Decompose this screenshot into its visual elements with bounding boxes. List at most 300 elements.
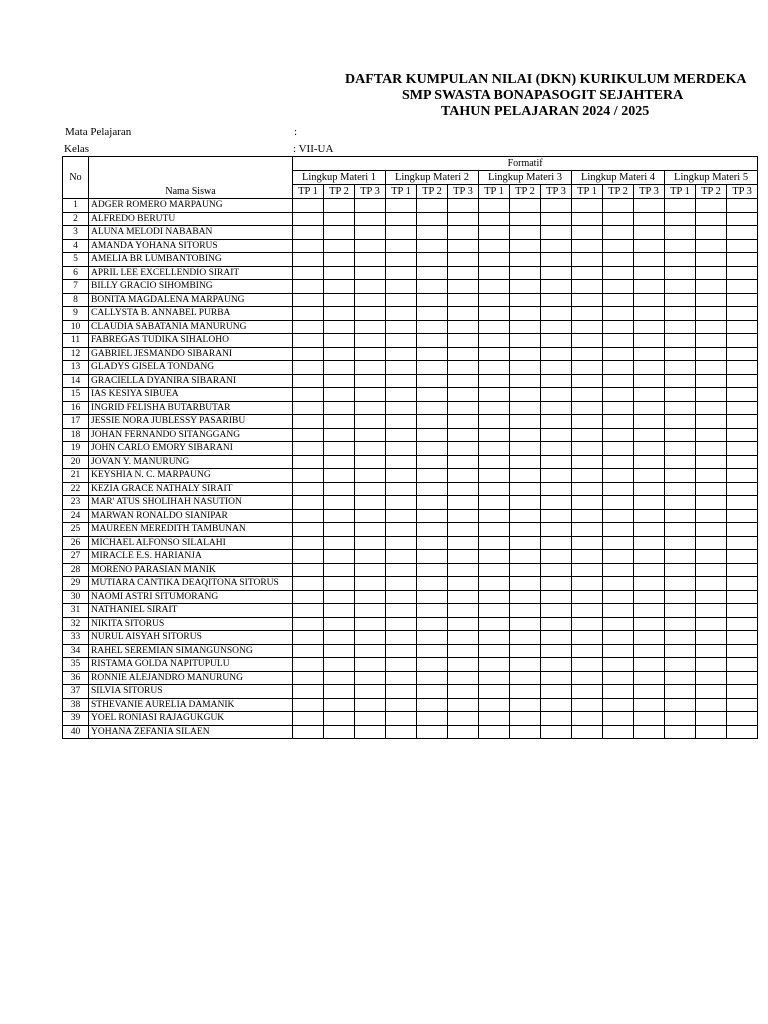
grade-cell[interactable] bbox=[479, 536, 510, 550]
grade-cell[interactable] bbox=[417, 671, 448, 685]
grade-cell[interactable] bbox=[696, 374, 727, 388]
grade-cell[interactable] bbox=[448, 685, 479, 699]
grade-cell[interactable] bbox=[293, 307, 324, 321]
grade-cell[interactable] bbox=[479, 266, 510, 280]
grade-cell[interactable] bbox=[324, 442, 355, 456]
grade-cell[interactable] bbox=[572, 266, 603, 280]
grade-cell[interactable] bbox=[727, 455, 758, 469]
grade-cell[interactable] bbox=[479, 698, 510, 712]
grade-cell[interactable] bbox=[386, 563, 417, 577]
grade-cell[interactable] bbox=[634, 361, 665, 375]
grade-cell[interactable] bbox=[634, 266, 665, 280]
grade-cell[interactable] bbox=[665, 509, 696, 523]
grade-cell[interactable] bbox=[665, 374, 696, 388]
grade-cell[interactable] bbox=[541, 617, 572, 631]
grade-cell[interactable] bbox=[572, 725, 603, 739]
grade-cell[interactable] bbox=[386, 644, 417, 658]
grade-cell[interactable] bbox=[603, 712, 634, 726]
grade-cell[interactable] bbox=[665, 401, 696, 415]
grade-cell[interactable] bbox=[727, 320, 758, 334]
grade-cell[interactable] bbox=[541, 293, 572, 307]
grade-cell[interactable] bbox=[696, 388, 727, 402]
grade-cell[interactable] bbox=[355, 469, 386, 483]
grade-cell[interactable] bbox=[479, 469, 510, 483]
grade-cell[interactable] bbox=[665, 469, 696, 483]
grade-cell[interactable] bbox=[355, 361, 386, 375]
grade-cell[interactable] bbox=[510, 469, 541, 483]
grade-cell[interactable] bbox=[355, 604, 386, 618]
grade-cell[interactable] bbox=[355, 577, 386, 591]
grade-cell[interactable] bbox=[293, 631, 324, 645]
grade-cell[interactable] bbox=[448, 239, 479, 253]
grade-cell[interactable] bbox=[293, 361, 324, 375]
grade-cell[interactable] bbox=[324, 293, 355, 307]
grade-cell[interactable] bbox=[479, 239, 510, 253]
grade-cell[interactable] bbox=[634, 536, 665, 550]
grade-cell[interactable] bbox=[727, 428, 758, 442]
grade-cell[interactable] bbox=[386, 469, 417, 483]
grade-cell[interactable] bbox=[386, 577, 417, 591]
grade-cell[interactable] bbox=[510, 415, 541, 429]
grade-cell[interactable] bbox=[293, 644, 324, 658]
grade-cell[interactable] bbox=[541, 442, 572, 456]
grade-cell[interactable] bbox=[603, 455, 634, 469]
grade-cell[interactable] bbox=[541, 374, 572, 388]
grade-cell[interactable] bbox=[665, 550, 696, 564]
grade-cell[interactable] bbox=[324, 239, 355, 253]
grade-cell[interactable] bbox=[448, 577, 479, 591]
grade-cell[interactable] bbox=[727, 671, 758, 685]
grade-cell[interactable] bbox=[541, 334, 572, 348]
grade-cell[interactable] bbox=[293, 658, 324, 672]
grade-cell[interactable] bbox=[324, 685, 355, 699]
grade-cell[interactable] bbox=[293, 590, 324, 604]
grade-cell[interactable] bbox=[324, 509, 355, 523]
grade-cell[interactable] bbox=[634, 550, 665, 564]
grade-cell[interactable] bbox=[603, 293, 634, 307]
grade-cell[interactable] bbox=[386, 455, 417, 469]
grade-cell[interactable] bbox=[355, 212, 386, 226]
grade-cell[interactable] bbox=[572, 563, 603, 577]
grade-cell[interactable] bbox=[355, 388, 386, 402]
grade-cell[interactable] bbox=[293, 550, 324, 564]
grade-cell[interactable] bbox=[727, 725, 758, 739]
grade-cell[interactable] bbox=[479, 712, 510, 726]
grade-cell[interactable] bbox=[324, 604, 355, 618]
grade-cell[interactable] bbox=[386, 266, 417, 280]
grade-cell[interactable] bbox=[386, 320, 417, 334]
grade-cell[interactable] bbox=[634, 401, 665, 415]
grade-cell[interactable] bbox=[727, 401, 758, 415]
grade-cell[interactable] bbox=[634, 199, 665, 213]
grade-cell[interactable] bbox=[572, 428, 603, 442]
grade-cell[interactable] bbox=[603, 577, 634, 591]
grade-cell[interactable] bbox=[510, 401, 541, 415]
grade-cell[interactable] bbox=[417, 631, 448, 645]
grade-cell[interactable] bbox=[727, 469, 758, 483]
grade-cell[interactable] bbox=[386, 712, 417, 726]
grade-cell[interactable] bbox=[479, 307, 510, 321]
grade-cell[interactable] bbox=[355, 401, 386, 415]
grade-cell[interactable] bbox=[541, 604, 572, 618]
grade-cell[interactable] bbox=[696, 658, 727, 672]
grade-cell[interactable] bbox=[355, 347, 386, 361]
grade-cell[interactable] bbox=[510, 226, 541, 240]
grade-cell[interactable] bbox=[448, 307, 479, 321]
grade-cell[interactable] bbox=[324, 725, 355, 739]
grade-cell[interactable] bbox=[293, 617, 324, 631]
grade-cell[interactable] bbox=[634, 374, 665, 388]
grade-cell[interactable] bbox=[479, 401, 510, 415]
grade-cell[interactable] bbox=[510, 334, 541, 348]
grade-cell[interactable] bbox=[603, 644, 634, 658]
grade-cell[interactable] bbox=[293, 239, 324, 253]
grade-cell[interactable] bbox=[634, 725, 665, 739]
grade-cell[interactable] bbox=[510, 442, 541, 456]
grade-cell[interactable] bbox=[727, 631, 758, 645]
grade-cell[interactable] bbox=[727, 415, 758, 429]
grade-cell[interactable] bbox=[417, 320, 448, 334]
grade-cell[interactable] bbox=[541, 280, 572, 294]
grade-cell[interactable] bbox=[727, 523, 758, 537]
grade-cell[interactable] bbox=[448, 604, 479, 618]
grade-cell[interactable] bbox=[324, 658, 355, 672]
grade-cell[interactable] bbox=[696, 536, 727, 550]
grade-cell[interactable] bbox=[696, 496, 727, 510]
grade-cell[interactable] bbox=[293, 347, 324, 361]
grade-cell[interactable] bbox=[510, 307, 541, 321]
grade-cell[interactable] bbox=[572, 604, 603, 618]
grade-cell[interactable] bbox=[479, 685, 510, 699]
grade-cell[interactable] bbox=[417, 374, 448, 388]
grade-cell[interactable] bbox=[293, 685, 324, 699]
grade-cell[interactable] bbox=[541, 455, 572, 469]
grade-cell[interactable] bbox=[727, 550, 758, 564]
grade-cell[interactable] bbox=[479, 496, 510, 510]
grade-cell[interactable] bbox=[386, 239, 417, 253]
grade-cell[interactable] bbox=[572, 320, 603, 334]
grade-cell[interactable] bbox=[696, 320, 727, 334]
grade-cell[interactable] bbox=[634, 482, 665, 496]
grade-cell[interactable] bbox=[355, 442, 386, 456]
grade-cell[interactable] bbox=[448, 644, 479, 658]
grade-cell[interactable] bbox=[448, 590, 479, 604]
grade-cell[interactable] bbox=[293, 671, 324, 685]
grade-cell[interactable] bbox=[355, 523, 386, 537]
grade-cell[interactable] bbox=[727, 361, 758, 375]
grade-cell[interactable] bbox=[634, 496, 665, 510]
grade-cell[interactable] bbox=[417, 442, 448, 456]
grade-cell[interactable] bbox=[634, 347, 665, 361]
grade-cell[interactable] bbox=[355, 563, 386, 577]
grade-cell[interactable] bbox=[417, 577, 448, 591]
grade-cell[interactable] bbox=[448, 320, 479, 334]
grade-cell[interactable] bbox=[355, 658, 386, 672]
grade-cell[interactable] bbox=[417, 590, 448, 604]
grade-cell[interactable] bbox=[634, 415, 665, 429]
grade-cell[interactable] bbox=[417, 415, 448, 429]
grade-cell[interactable] bbox=[448, 698, 479, 712]
grade-cell[interactable] bbox=[324, 361, 355, 375]
grade-cell[interactable] bbox=[541, 671, 572, 685]
grade-cell[interactable] bbox=[479, 374, 510, 388]
grade-cell[interactable] bbox=[293, 266, 324, 280]
grade-cell[interactable] bbox=[417, 523, 448, 537]
grade-cell[interactable] bbox=[572, 712, 603, 726]
grade-cell[interactable] bbox=[696, 401, 727, 415]
grade-cell[interactable] bbox=[355, 455, 386, 469]
grade-cell[interactable] bbox=[696, 685, 727, 699]
grade-cell[interactable] bbox=[634, 280, 665, 294]
grade-cell[interactable] bbox=[386, 361, 417, 375]
grade-cell[interactable] bbox=[634, 307, 665, 321]
grade-cell[interactable] bbox=[448, 253, 479, 267]
grade-cell[interactable] bbox=[324, 590, 355, 604]
grade-cell[interactable] bbox=[448, 550, 479, 564]
grade-cell[interactable] bbox=[324, 226, 355, 240]
grade-cell[interactable] bbox=[665, 590, 696, 604]
grade-cell[interactable] bbox=[665, 712, 696, 726]
grade-cell[interactable] bbox=[541, 523, 572, 537]
grade-cell[interactable] bbox=[324, 415, 355, 429]
grade-cell[interactable] bbox=[541, 199, 572, 213]
grade-cell[interactable] bbox=[386, 347, 417, 361]
grade-cell[interactable] bbox=[293, 469, 324, 483]
grade-cell[interactable] bbox=[479, 644, 510, 658]
grade-cell[interactable] bbox=[665, 428, 696, 442]
grade-cell[interactable] bbox=[665, 266, 696, 280]
grade-cell[interactable] bbox=[386, 496, 417, 510]
grade-cell[interactable] bbox=[417, 199, 448, 213]
grade-cell[interactable] bbox=[448, 401, 479, 415]
grade-cell[interactable] bbox=[727, 388, 758, 402]
grade-cell[interactable] bbox=[572, 698, 603, 712]
grade-cell[interactable] bbox=[510, 253, 541, 267]
grade-cell[interactable] bbox=[665, 226, 696, 240]
grade-cell[interactable] bbox=[386, 212, 417, 226]
grade-cell[interactable] bbox=[603, 509, 634, 523]
grade-cell[interactable] bbox=[448, 374, 479, 388]
grade-cell[interactable] bbox=[324, 212, 355, 226]
grade-cell[interactable] bbox=[665, 482, 696, 496]
grade-cell[interactable] bbox=[355, 482, 386, 496]
grade-cell[interactable] bbox=[386, 523, 417, 537]
grade-cell[interactable] bbox=[665, 347, 696, 361]
grade-cell[interactable] bbox=[696, 442, 727, 456]
grade-cell[interactable] bbox=[293, 320, 324, 334]
grade-cell[interactable] bbox=[510, 712, 541, 726]
grade-cell[interactable] bbox=[417, 253, 448, 267]
grade-cell[interactable] bbox=[696, 266, 727, 280]
grade-cell[interactable] bbox=[293, 442, 324, 456]
grade-cell[interactable] bbox=[355, 428, 386, 442]
grade-cell[interactable] bbox=[324, 266, 355, 280]
grade-cell[interactable] bbox=[417, 293, 448, 307]
grade-cell[interactable] bbox=[603, 388, 634, 402]
grade-cell[interactable] bbox=[510, 374, 541, 388]
grade-cell[interactable] bbox=[293, 388, 324, 402]
grade-cell[interactable] bbox=[355, 536, 386, 550]
grade-cell[interactable] bbox=[417, 428, 448, 442]
grade-cell[interactable] bbox=[417, 685, 448, 699]
grade-cell[interactable] bbox=[510, 509, 541, 523]
grade-cell[interactable] bbox=[696, 334, 727, 348]
grade-cell[interactable] bbox=[665, 725, 696, 739]
grade-cell[interactable] bbox=[696, 280, 727, 294]
grade-cell[interactable] bbox=[634, 712, 665, 726]
grade-cell[interactable] bbox=[324, 644, 355, 658]
grade-cell[interactable] bbox=[665, 563, 696, 577]
grade-cell[interactable] bbox=[541, 469, 572, 483]
grade-cell[interactable] bbox=[293, 253, 324, 267]
grade-cell[interactable] bbox=[479, 280, 510, 294]
grade-cell[interactable] bbox=[479, 199, 510, 213]
grade-cell[interactable] bbox=[510, 428, 541, 442]
grade-cell[interactable] bbox=[696, 428, 727, 442]
grade-cell[interactable] bbox=[417, 212, 448, 226]
grade-cell[interactable] bbox=[572, 523, 603, 537]
grade-cell[interactable] bbox=[696, 523, 727, 537]
grade-cell[interactable] bbox=[572, 293, 603, 307]
grade-cell[interactable] bbox=[293, 293, 324, 307]
grade-cell[interactable] bbox=[479, 550, 510, 564]
grade-cell[interactable] bbox=[634, 617, 665, 631]
grade-cell[interactable] bbox=[727, 604, 758, 618]
grade-cell[interactable] bbox=[448, 266, 479, 280]
grade-cell[interactable] bbox=[293, 563, 324, 577]
grade-cell[interactable] bbox=[572, 442, 603, 456]
grade-cell[interactable] bbox=[448, 658, 479, 672]
grade-cell[interactable] bbox=[727, 496, 758, 510]
grade-cell[interactable] bbox=[634, 671, 665, 685]
grade-cell[interactable] bbox=[541, 212, 572, 226]
grade-cell[interactable] bbox=[417, 280, 448, 294]
grade-cell[interactable] bbox=[696, 469, 727, 483]
grade-cell[interactable] bbox=[634, 644, 665, 658]
grade-cell[interactable] bbox=[603, 496, 634, 510]
grade-cell[interactable] bbox=[355, 712, 386, 726]
grade-cell[interactable] bbox=[510, 388, 541, 402]
grade-cell[interactable] bbox=[541, 347, 572, 361]
grade-cell[interactable] bbox=[510, 685, 541, 699]
grade-cell[interactable] bbox=[541, 266, 572, 280]
grade-cell[interactable] bbox=[479, 253, 510, 267]
grade-cell[interactable] bbox=[634, 239, 665, 253]
grade-cell[interactable] bbox=[293, 374, 324, 388]
grade-cell[interactable] bbox=[479, 293, 510, 307]
grade-cell[interactable] bbox=[727, 685, 758, 699]
grade-cell[interactable] bbox=[448, 347, 479, 361]
grade-cell[interactable] bbox=[696, 307, 727, 321]
grade-cell[interactable] bbox=[324, 388, 355, 402]
grade-cell[interactable] bbox=[324, 631, 355, 645]
grade-cell[interactable] bbox=[696, 415, 727, 429]
grade-cell[interactable] bbox=[510, 293, 541, 307]
grade-cell[interactable] bbox=[634, 212, 665, 226]
grade-cell[interactable] bbox=[448, 469, 479, 483]
grade-cell[interactable] bbox=[603, 604, 634, 618]
grade-cell[interactable] bbox=[510, 347, 541, 361]
grade-cell[interactable] bbox=[572, 469, 603, 483]
grade-cell[interactable] bbox=[665, 442, 696, 456]
grade-cell[interactable] bbox=[293, 712, 324, 726]
grade-cell[interactable] bbox=[603, 401, 634, 415]
grade-cell[interactable] bbox=[634, 469, 665, 483]
grade-cell[interactable] bbox=[448, 509, 479, 523]
grade-cell[interactable] bbox=[572, 334, 603, 348]
grade-cell[interactable] bbox=[386, 631, 417, 645]
grade-cell[interactable] bbox=[324, 469, 355, 483]
grade-cell[interactable] bbox=[541, 388, 572, 402]
grade-cell[interactable] bbox=[727, 563, 758, 577]
grade-cell[interactable] bbox=[448, 631, 479, 645]
grade-cell[interactable] bbox=[696, 671, 727, 685]
grade-cell[interactable] bbox=[355, 320, 386, 334]
grade-cell[interactable] bbox=[448, 496, 479, 510]
grade-cell[interactable] bbox=[603, 563, 634, 577]
grade-cell[interactable] bbox=[665, 671, 696, 685]
grade-cell[interactable] bbox=[634, 334, 665, 348]
grade-cell[interactable] bbox=[448, 334, 479, 348]
grade-cell[interactable] bbox=[603, 725, 634, 739]
grade-cell[interactable] bbox=[324, 199, 355, 213]
grade-cell[interactable] bbox=[293, 604, 324, 618]
grade-cell[interactable] bbox=[324, 523, 355, 537]
grade-cell[interactable] bbox=[324, 617, 355, 631]
grade-cell[interactable] bbox=[572, 671, 603, 685]
grade-cell[interactable] bbox=[386, 685, 417, 699]
grade-cell[interactable] bbox=[665, 280, 696, 294]
grade-cell[interactable] bbox=[572, 415, 603, 429]
grade-cell[interactable] bbox=[634, 563, 665, 577]
grade-cell[interactable] bbox=[510, 658, 541, 672]
grade-cell[interactable] bbox=[324, 307, 355, 321]
grade-cell[interactable] bbox=[572, 658, 603, 672]
grade-cell[interactable] bbox=[479, 212, 510, 226]
grade-cell[interactable] bbox=[634, 577, 665, 591]
grade-cell[interactable] bbox=[603, 199, 634, 213]
grade-cell[interactable] bbox=[541, 253, 572, 267]
grade-cell[interactable] bbox=[386, 442, 417, 456]
grade-cell[interactable] bbox=[448, 199, 479, 213]
grade-cell[interactable] bbox=[572, 374, 603, 388]
grade-cell[interactable] bbox=[603, 361, 634, 375]
grade-cell[interactable] bbox=[696, 698, 727, 712]
grade-cell[interactable] bbox=[417, 550, 448, 564]
grade-cell[interactable] bbox=[510, 199, 541, 213]
grade-cell[interactable] bbox=[293, 226, 324, 240]
grade-cell[interactable] bbox=[634, 631, 665, 645]
grade-cell[interactable] bbox=[510, 644, 541, 658]
grade-cell[interactable] bbox=[417, 469, 448, 483]
grade-cell[interactable] bbox=[572, 199, 603, 213]
grade-cell[interactable] bbox=[386, 482, 417, 496]
grade-cell[interactable] bbox=[355, 226, 386, 240]
grade-cell[interactable] bbox=[479, 442, 510, 456]
grade-cell[interactable] bbox=[355, 671, 386, 685]
grade-cell[interactable] bbox=[386, 280, 417, 294]
grade-cell[interactable] bbox=[696, 253, 727, 267]
grade-cell[interactable] bbox=[479, 415, 510, 429]
grade-cell[interactable] bbox=[510, 631, 541, 645]
grade-cell[interactable] bbox=[603, 631, 634, 645]
grade-cell[interactable] bbox=[293, 496, 324, 510]
grade-cell[interactable] bbox=[696, 347, 727, 361]
grade-cell[interactable] bbox=[417, 725, 448, 739]
grade-cell[interactable] bbox=[293, 482, 324, 496]
grade-cell[interactable] bbox=[355, 266, 386, 280]
grade-cell[interactable] bbox=[355, 280, 386, 294]
